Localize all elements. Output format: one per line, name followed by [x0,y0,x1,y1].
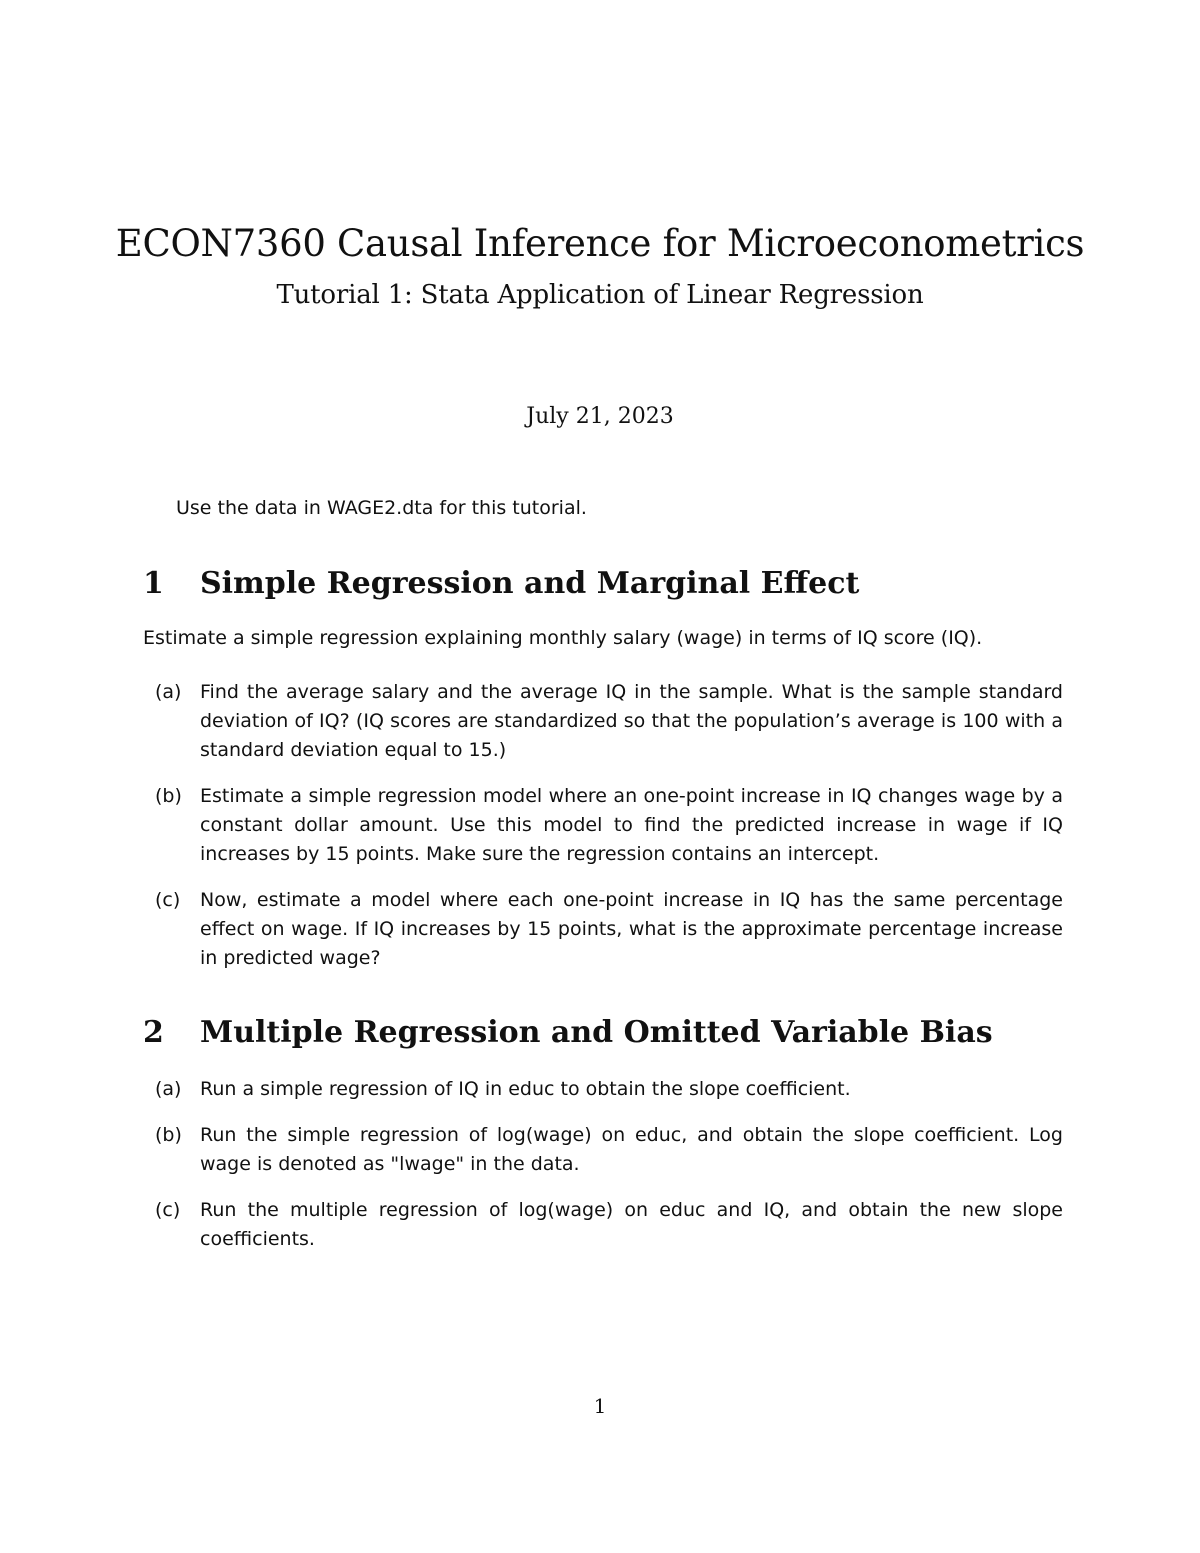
question-item [143,782,1063,869]
section-1-intro: Estimate a simple regression explaining monthly salary (wage) in terms of IQ score (IQ). [143,627,983,649]
question-label: (b) [155,785,182,807]
section-number: 1 [143,566,164,601]
section-1-heading [143,566,859,601]
question-text: Find the average salary and the average IQ in the sample. What is the sample standard deviation of IQ? (IQ scores are standardized so that the population’s average is 100 with a standard deviation equal to 15.) [200,681,1063,761]
question-text: Now, estimate a model where each one-point increase in IQ has the same percentage effect on wage. If IQ increases by 15 points, what is the approximate percentage increase in predicted wage? [200,889,1063,969]
question-label: (c) [155,1199,181,1221]
section-title: Multiple Regression and Omitted Variable Bias [200,1015,993,1050]
question-item [143,678,1063,765]
question-item [143,1075,1063,1104]
question-label: (b) [155,1124,182,1146]
section-2-heading [143,1015,993,1050]
question-label: (a) [155,1078,182,1100]
question-item [143,1121,1063,1179]
question-label: (c) [155,889,181,911]
document-subtitle: Tutorial 1: Stata Application of Linear Regression [276,280,924,310]
document-date: July 21, 2023 [526,404,674,429]
question-item [143,1196,1063,1254]
section-title: Simple Regression and Marginal Effect [200,566,860,601]
question-text: Estimate a simple regression model where an one-point increase in IQ changes wage by a constant dollar amount. Use this model to find the predicted increase in wage if IQ increases by 15 points. Make sure the regression contains an intercept. [200,785,1063,865]
section-1-question-list [143,678,1063,990]
question-text: Run the simple regression of log(wage) on educ, and obtain the slope coefficient. Log wage is denoted as "lwage" in the data. [200,1124,1063,1175]
question-text: Run a simple regression of IQ in educ to obtain the slope coefficient. [200,1078,851,1100]
page-number: 1 [593,1394,607,1418]
question-item [143,886,1063,973]
section-2-question-list [143,1075,1063,1271]
question-text: Run the multiple regression of log(wage) on educ and IQ, and obtain the new slope coefficients. [200,1199,1063,1250]
document-title: ECON7360 Causal Inference for Microeconometrics [115,222,1085,265]
question-label: (a) [155,681,182,703]
section-number: 2 [143,1015,164,1050]
intro-paragraph: Use the data in WAGE2.dta for this tutorial. [176,497,587,519]
